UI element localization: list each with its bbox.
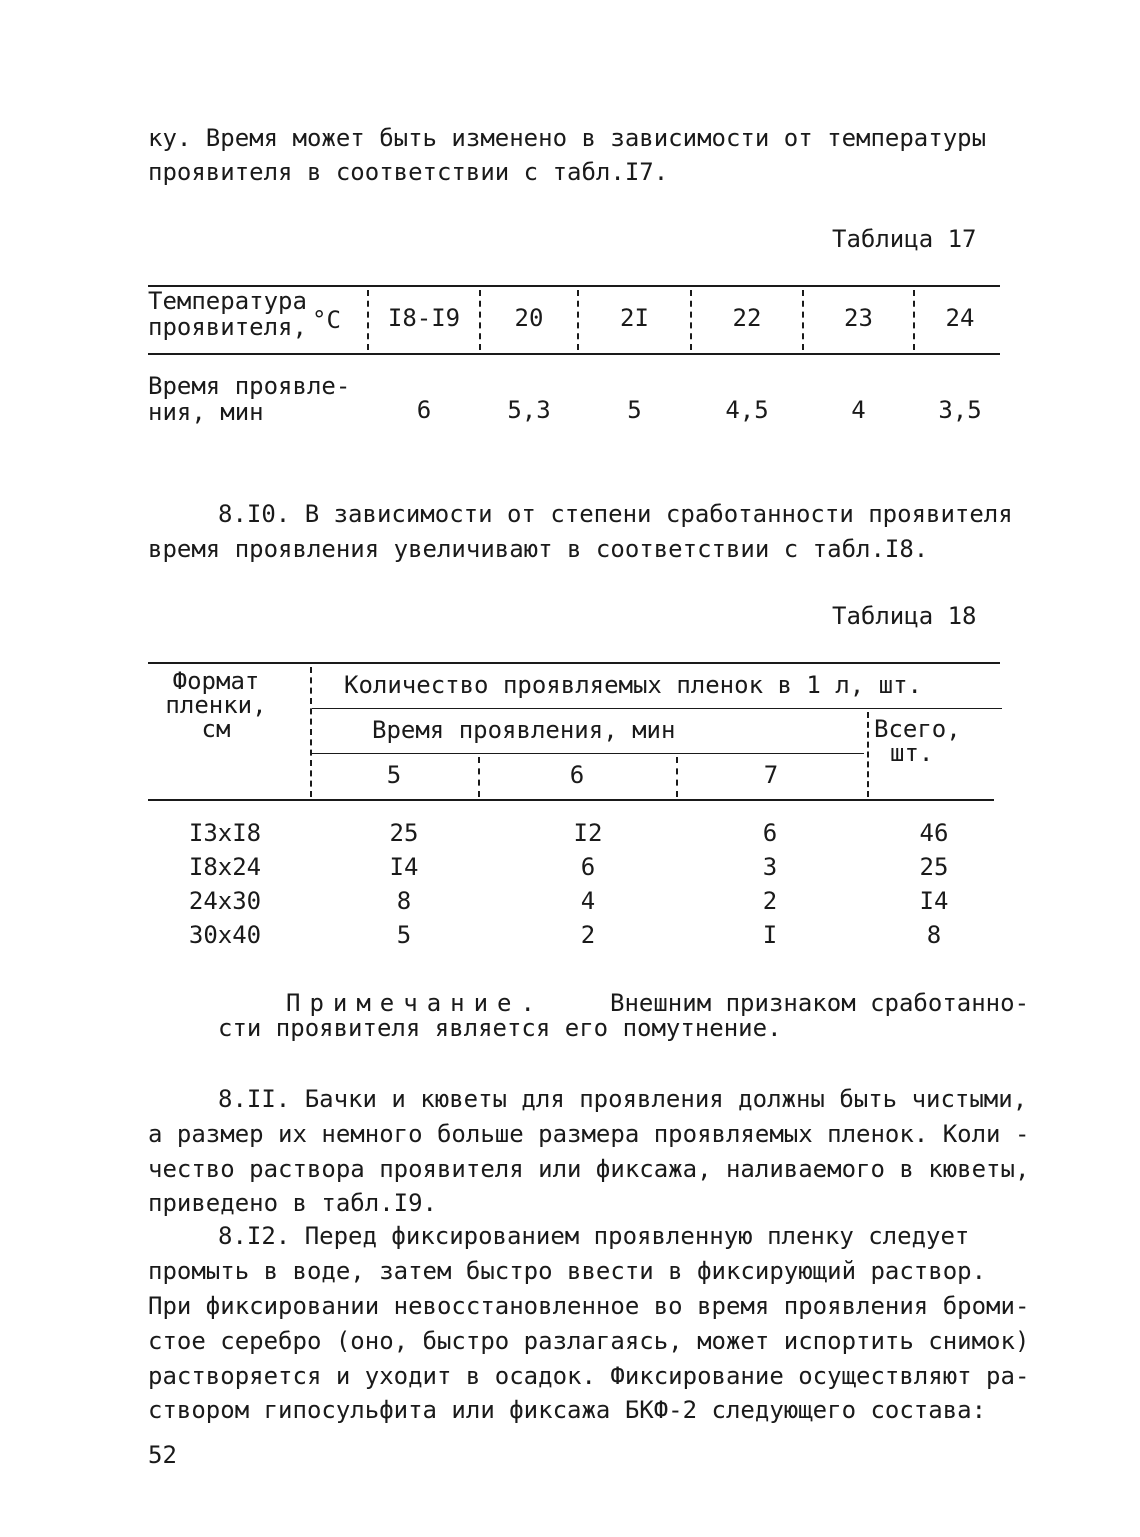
table17-header-label: Температура [148,287,307,315]
intro-line: ку. Время может быть изменено в зависимости от температуры [148,124,987,152]
table18-value-cell: 6 [580,853,596,881]
table17-header-label: проявителя, [148,313,307,341]
table18-header-mid: Время проявления, мин [372,716,676,744]
table18-subheader-rule [312,708,1002,709]
paragraph-line: приведено в табл.I9. [148,1189,437,1217]
paragraph-line: время проявления увеличивают в соответствии с табл.I8. [148,535,929,563]
paragraph-line: чество раствора проявителя или фиксажа, наливаемого в кюветы, [148,1155,1030,1183]
table18-format-cell: 30x40 [188,921,262,949]
table18-caption: Таблица 18 [832,602,977,630]
table17-caption: Таблица 17 [832,225,977,253]
table18-minute-header: 7 [763,761,779,789]
table17-header-unit: °C [312,306,341,334]
table17-row-label: ния, мин [148,398,264,426]
table18-format-cell: I3xI8 [188,819,262,847]
page-number: 52 [148,1441,177,1469]
table18-total-cell: 25 [919,853,949,881]
table18-value-cell: I [762,921,778,949]
table18-minute-header: 5 [386,761,402,789]
table18-total-header: Всего, [874,715,961,743]
intro-line: проявителя в соответствии с табл.I7. [148,158,669,186]
table17-row-label: Время проявле- [148,372,351,400]
table18-value-cell: 3 [762,853,778,881]
table18-format-header: см [201,715,231,743]
table18-value-cell: I2 [573,819,603,847]
table18-subheader-rule [312,753,864,754]
table17-time-cell: 4 [851,396,866,424]
table18-header-top: Количество проявляемых пленок в 1 л, шт. [344,671,922,699]
table17-header-rule [148,353,1000,355]
table17-temp-cell: 22 [732,304,762,332]
table18-header-rule [148,799,994,801]
table18-format-header: пленки, [165,691,267,719]
table17-time-cell: 5,3 [507,396,551,424]
table18-value-cell: 2 [762,887,778,915]
paragraph-line: 8.I0. В зависимости от степени сработанности проявителя [218,500,1013,528]
table18-total-cell: 8 [926,921,942,949]
table18-value-cell: 25 [389,819,419,847]
table18-format-cell: 24x30 [188,887,262,915]
table17-time-cell: 4,5 [725,396,769,424]
table18-value-cell: 4 [580,887,596,915]
table17-temp-cell: 24 [945,304,975,332]
table18-value-cell: 5 [396,921,412,949]
table18-format-header: Формат [172,667,260,695]
paragraph-line: промыть в воде, затем быстро ввести в фиксирующий раствор. [148,1257,987,1285]
table17-time-cell: 5 [627,396,642,424]
table17-time-cell: 3,5 [938,396,982,424]
table17-time-cell: 6 [416,396,432,424]
column-divider [867,712,869,797]
table18-value-cell: 8 [396,887,412,915]
table17-temp-cell: 20 [514,304,544,332]
table17-temp-cell: 2I [620,304,649,332]
note-text: сти проявителя является его помутнение. [218,1014,782,1042]
paragraph-line: 8.II. Бачки и кюветы для проявления должны быть чистыми, [218,1085,1028,1113]
table17-temp-cell: 23 [844,304,873,332]
table18-format-cell: I8x24 [188,853,262,881]
note-text: Внешним признаком сработанно- [610,989,1030,1017]
paragraph-line: а размер их немного больше размера проявляемых пленок. Коли - [148,1120,1030,1148]
table18-value-cell: 6 [762,819,778,847]
table18-value-cell: I4 [389,853,419,881]
paragraph-line: растворяется и уходит в осадок. Фиксирование осуществляют ра- [148,1362,1030,1390]
paragraph-line: створом гипосульфита или фиксажа БКФ-2 следующего состава: [148,1396,987,1424]
table18-total-cell: I4 [919,887,949,915]
paragraph-line: стое серебро (оно, быстро разлагаясь, может испортить снимок) [148,1327,1030,1355]
table18-minute-header: 6 [569,761,585,789]
table18-value-cell: 2 [580,921,596,949]
paragraph-line: 8.I2. Перед фиксированием проявленную пленку следует [218,1222,970,1250]
table18-total-cell: 46 [919,819,949,847]
table17-temp-cell: I8-I9 [387,304,461,332]
note-label: Примечание. [286,989,544,1017]
table18-total-header: шт. [890,739,934,767]
paragraph-line: При фиксировании невосстановленное во время проявления броми- [148,1292,1030,1320]
table18-top-rule [148,662,1000,664]
